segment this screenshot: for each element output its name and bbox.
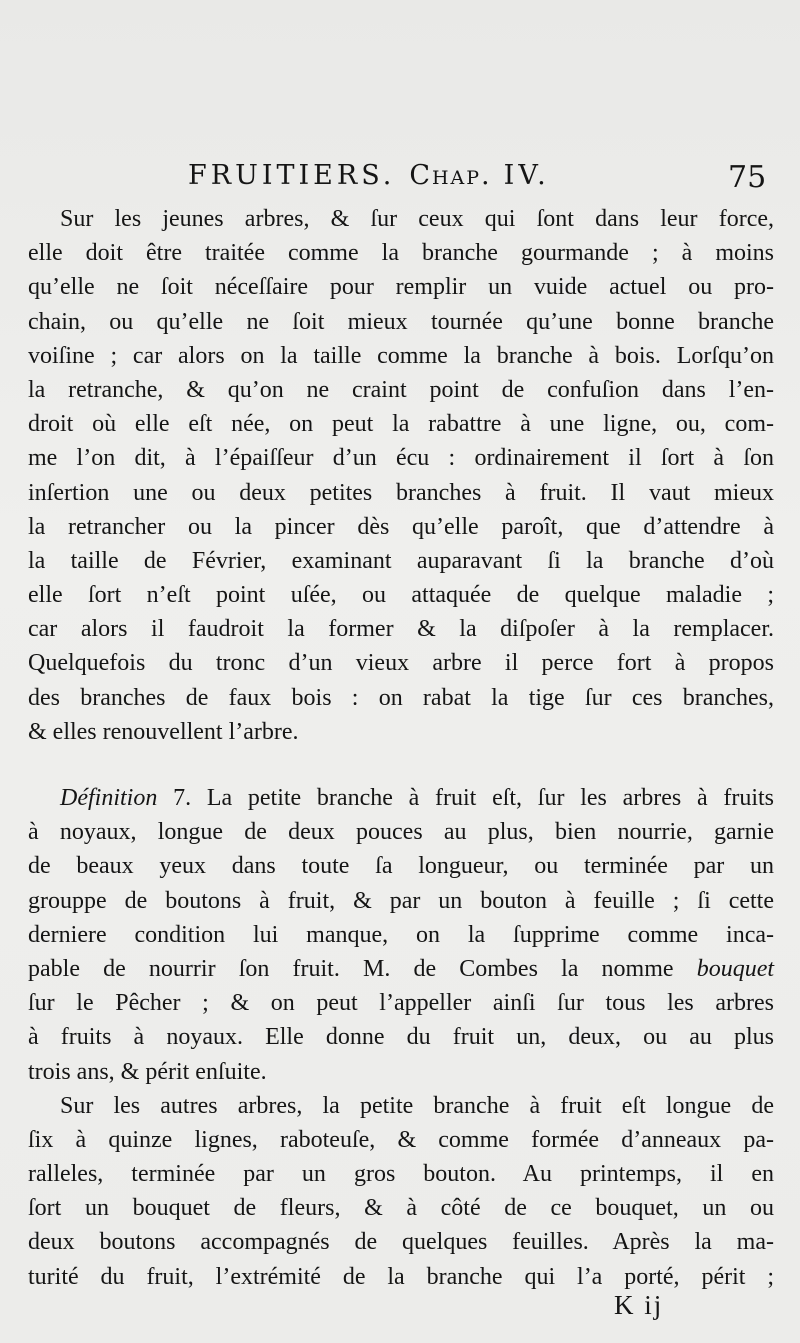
- definition-text: La petite branche à fruit eſt, ſur les arbres à fruits: [206, 785, 775, 811]
- definition-label: Définition: [60, 785, 158, 811]
- text-line: turité du fruit, l’extrémité de la branche qui l’a porté, périt ;: [28, 1263, 774, 1290]
- text-line: grouppe de boutons à fruit, & par un bouton à feuille ; ſi cette: [28, 887, 774, 914]
- text-line: la taille de Février, examinant auparavant ſi la branche d’où: [28, 547, 774, 574]
- text-segment: pable de nourrir ſon fruit. M. de Combes la nomme: [28, 955, 674, 982]
- page-number: 75: [728, 160, 767, 195]
- running-title-text: FRUITIERS.: [188, 160, 396, 191]
- text-line: à noyaux, longue de deux pouces au plus, bien nourrie, garnie: [28, 819, 774, 846]
- signature-mark: K ij: [614, 1290, 664, 1320]
- text-line: la retranche, & qu’on ne craint point de confuſion dans l’en-: [28, 376, 774, 403]
- text-line: & elles renouvellent l’arbre.: [28, 718, 299, 745]
- text-line: inſertion une ou deux petites branches à fruit. Il vaut mieux: [28, 479, 774, 506]
- text-line: qu’elle ne ſoit néceſſaire pour remplir un vuide actuel ou pro-: [28, 274, 774, 301]
- text-line: me l’on dit, à l’épaiſſeur d’un écu : ordinairement il ſort à ſon: [28, 445, 774, 472]
- text-line: des branches de faux bois : on rabat la tige ſur ces branches,: [28, 684, 774, 711]
- text-line: droit où elle eſt née, on peut la rabattre à une ligne, ou, com-: [28, 411, 774, 438]
- text-line: car alors il faudroit la former & la diſpoſer à la remplacer.: [28, 616, 774, 643]
- text-line: la retrancher ou la pincer dès qu’elle paroît, que d’attendre à: [28, 513, 774, 540]
- italic-term: bouquet: [696, 955, 775, 982]
- text-line: Quelquefois du tronc d’un vieux arbre il perce fort à propos: [28, 650, 774, 677]
- text-line: de beaux yeux dans toute ſa longueur, ou terminée par un: [28, 853, 774, 880]
- text-line: chain, ou qu’elle ne ſoit mieux tournée qu’une bonne branche: [28, 308, 774, 335]
- text-line: ſort un bouquet de fleurs, & à côté de ce bouquet, un ou: [28, 1195, 774, 1222]
- text-line: ralleles, terminée par un gros bouton. Au printemps, il en: [28, 1161, 774, 1188]
- text-line: trois ans, & périt enſuite.: [28, 1058, 267, 1085]
- text-line: ſix à quinze lignes, raboteuſe, & comme formée d’anneaux pa-: [28, 1126, 774, 1153]
- text-line: Sur les autres arbres, la petite branche à fruit eſt longue de: [60, 1092, 774, 1119]
- definition-number: 7.: [173, 785, 192, 811]
- text-line: voiſine ; car alors on la taille comme la branche à bois. Lorſqu’on: [28, 342, 774, 369]
- text-line-bouquet: [28, 952, 774, 986]
- chapter-word: Chap.: [409, 160, 492, 191]
- text-line: deux boutons accompagnés de quelques feuilles. Après la ma-: [28, 1229, 774, 1256]
- definition-first-line: [28, 781, 774, 815]
- text-line: à fruits à noyaux. Elle donne du fruit un, deux, ou au plus: [28, 1024, 774, 1051]
- page-header: [0, 160, 800, 200]
- chapter-number: IV.: [503, 160, 550, 191]
- paragraph-gap: [28, 749, 774, 781]
- text-line: elle ſort n’eſt point uſée, ou attaquée de quelque maladie ;: [28, 582, 774, 609]
- text-line: ſur le Pêcher ; & on peut l’appeller ainſi ſur tous les arbres: [28, 990, 774, 1017]
- running-title: [188, 160, 550, 191]
- text-line: derniere condition lui manque, on la ſupprime comme inca-: [28, 921, 774, 948]
- body-text: [28, 202, 774, 1294]
- text-line: Sur les jeunes arbres, & ſur ceux qui ſont dans leur force,: [60, 206, 774, 232]
- text-line: elle doit être traitée comme la branche gourmande ; à moins: [28, 240, 774, 267]
